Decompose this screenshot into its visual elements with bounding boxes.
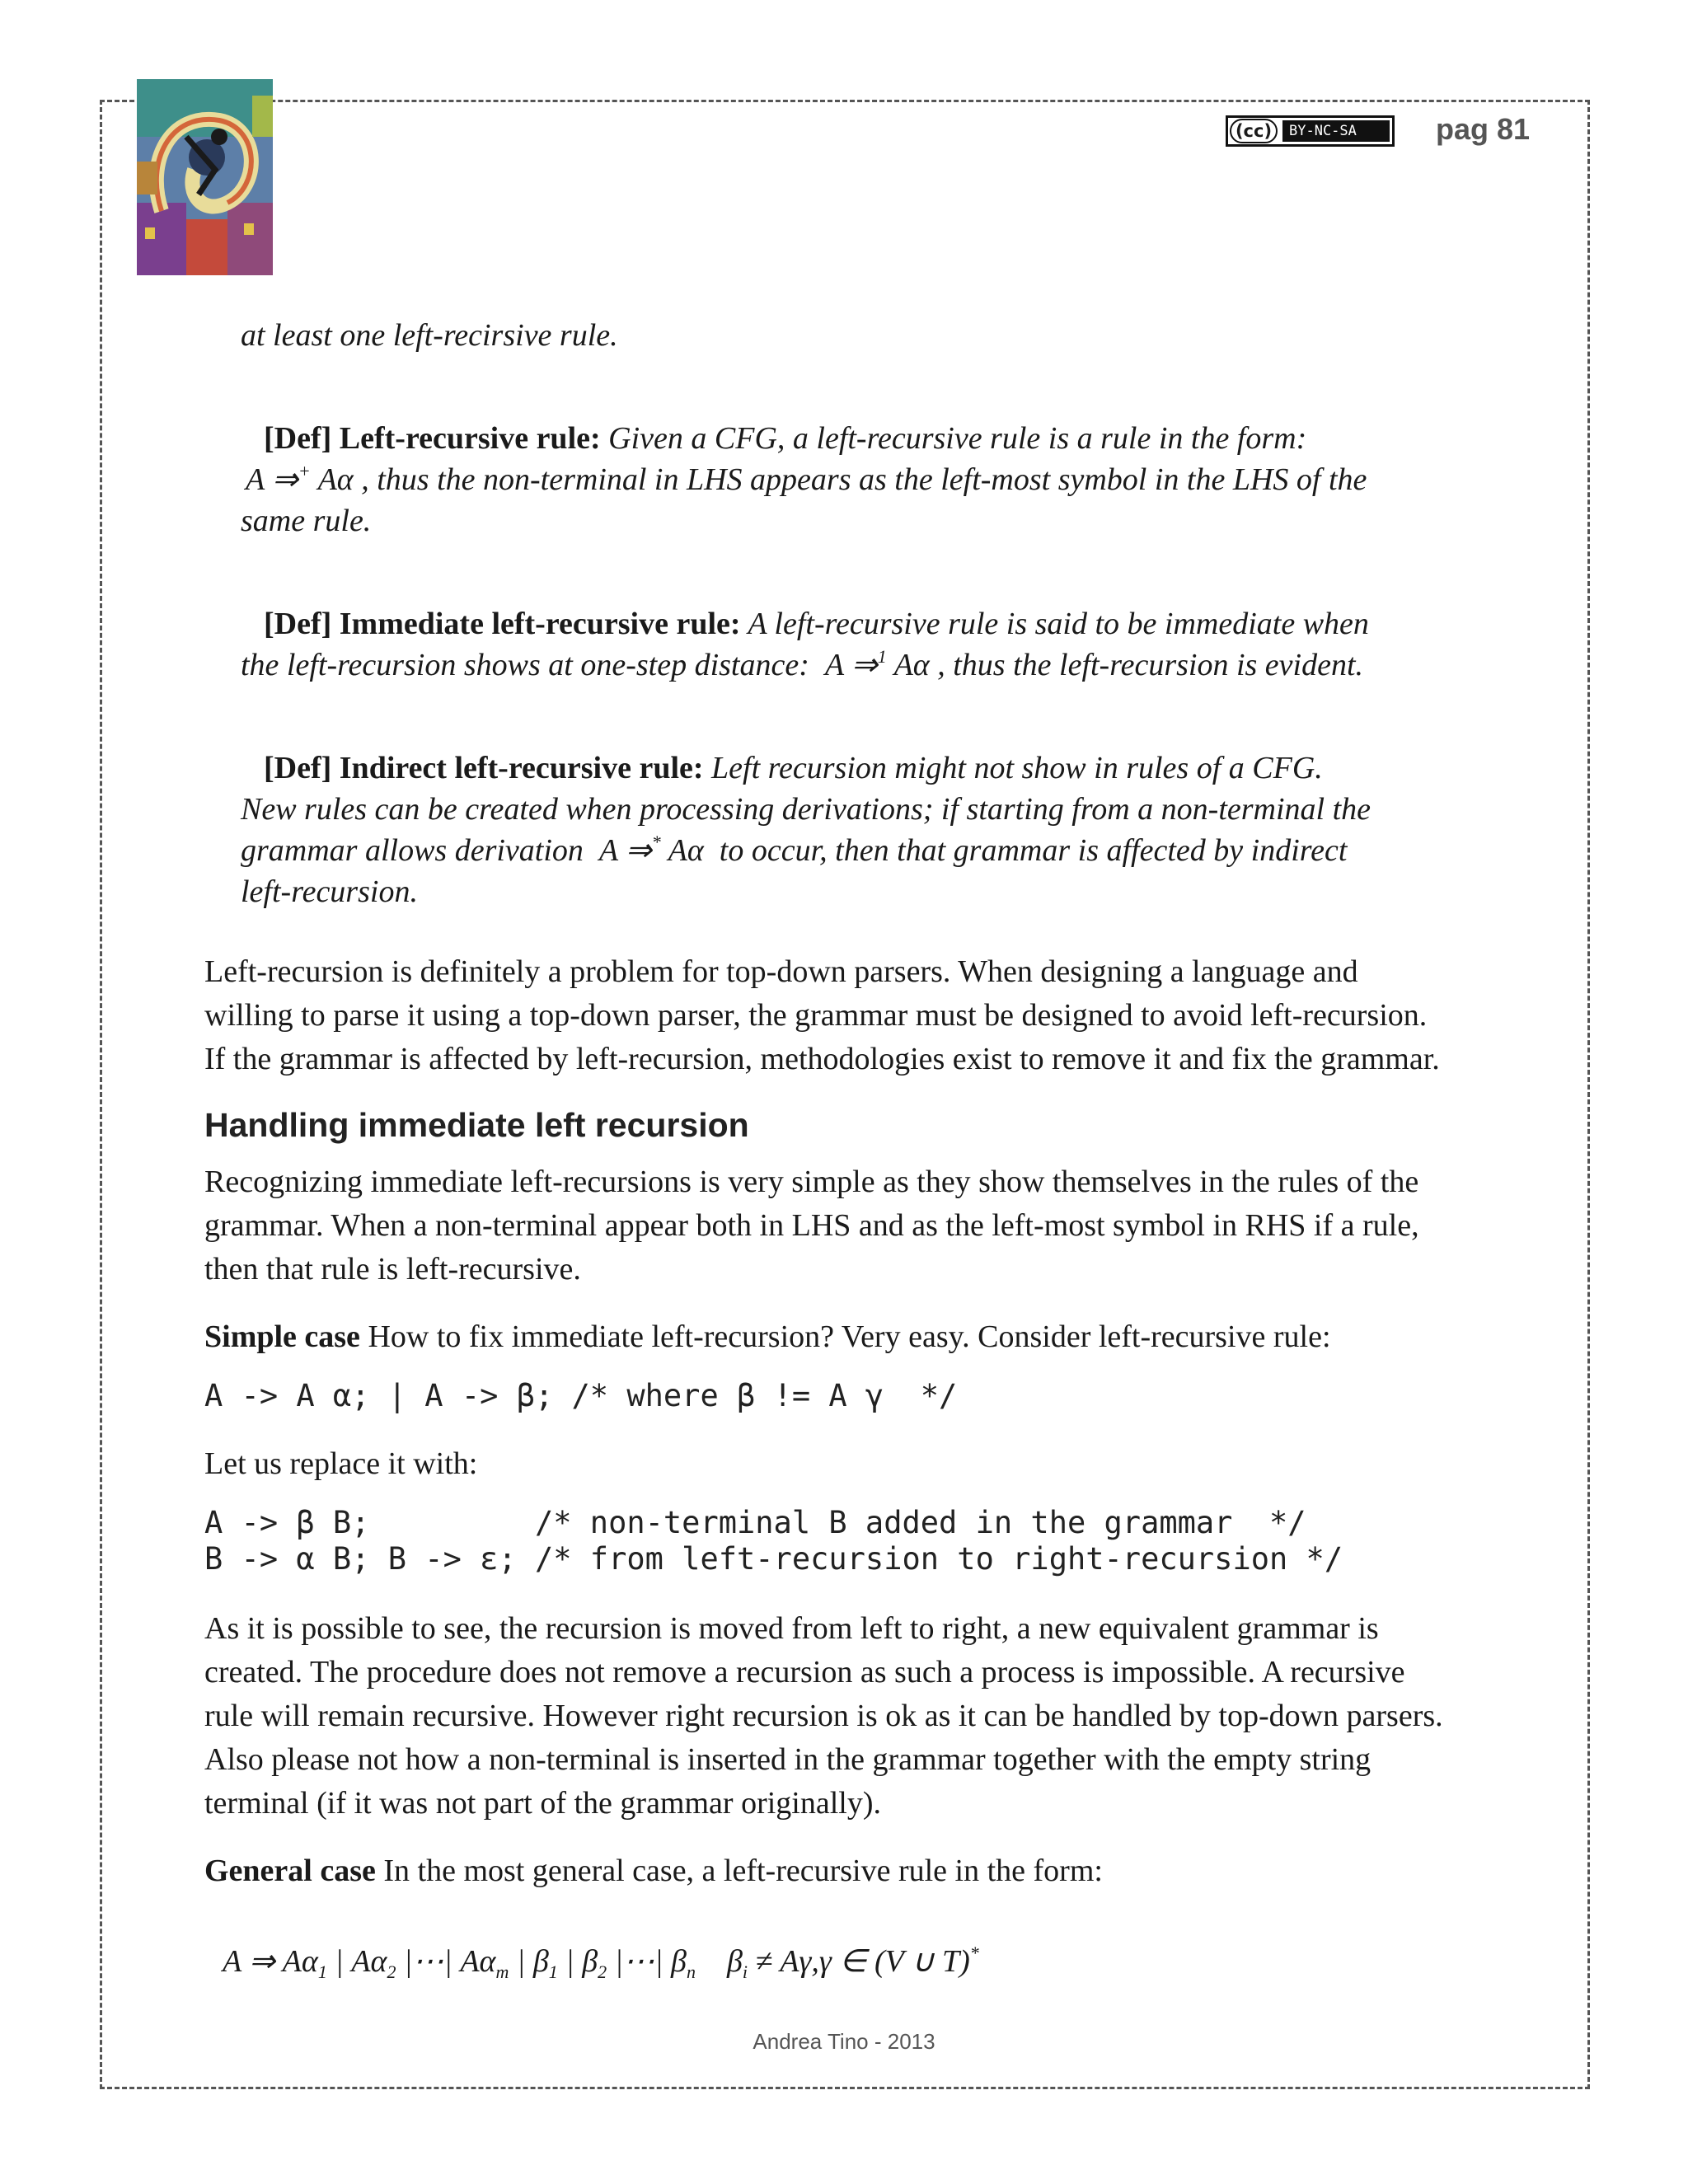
simple-case-label: Simple case (204, 1319, 360, 1354)
def-indirect-line-5: left-recursion. (241, 874, 418, 909)
code-replacement-line-2: B -> α B; B -> ε; /* from left-recursion to right-recursion */ (204, 1541, 1343, 1577)
general-case-formula (223, 1943, 979, 1980)
formula-part: A ⇒ Aα (223, 1944, 318, 1979)
def-left-recursive-text-1: Given a CFG, a left-recursive rule is a rule in the form: (608, 421, 1307, 456)
def-immediate-line-2 (241, 644, 1363, 686)
def-indirect-line-3 (241, 830, 1347, 871)
def-immediate-math-sup: 1 (877, 646, 887, 667)
def-immediate-line-1 (264, 603, 1369, 644)
code-replacement-line-1: A -> β B; /* non-terminal B added in the grammar */ (204, 1505, 1306, 1540)
def-immediate-text-3: , thus the left-recursion is evident. (937, 648, 1364, 682)
formula-part: ≠ Aγ,γ ∈ (V ∪ T) (748, 1944, 970, 1979)
paragraph-line: grammar. When a non-terminal appear both in LHS and as the left-most symbol in RHS if a rule, (204, 1208, 1419, 1243)
cc-license-badge (1226, 115, 1395, 147)
def-indirect-math-sup: * (651, 832, 661, 852)
formula-part: | β (509, 1944, 549, 1979)
paragraph-line: If the grammar is affected by left-recursion, methodologies exist to remove it and fix the grammar. (204, 1042, 1440, 1076)
cover-artwork (137, 79, 273, 275)
paragraph-line: Left-recursion is definitely a problem for top-down parsers. When designing a language and (204, 954, 1358, 989)
def-immediate-text-2: the left-recursion shows at one-step distance: (241, 648, 809, 682)
def-indirect-text-4: to occur, then that grammar is affected by indirect (719, 833, 1348, 868)
formula-sub: 2 (387, 1961, 396, 1982)
def-left-recursive-line-2 (246, 459, 1367, 500)
simple-case-text: How to fix immediate left-recursion? Very easy. Consider left-recursive rule: (359, 1319, 1331, 1354)
cc-logo-icon: (cc) (1230, 119, 1278, 143)
formula-sub: 1 (317, 1961, 327, 1982)
def-immediate-text-1: A left-recursive rule is said to be immediate when (748, 607, 1369, 641)
paragraph-line: Recognizing immediate left-recursions is very simple as they show themselves in the rules of the (204, 1165, 1419, 1199)
def-indirect-line-1 (264, 748, 1323, 789)
def-left-recursive-line-1 (264, 418, 1306, 459)
formula-sub: m (495, 1961, 509, 1982)
general-case-text: In the most general case, a left-recursive rule in the form: (375, 1854, 1103, 1888)
def-indirect-math-lhs: A ⇒ (598, 833, 652, 868)
paragraph-line: terminal (if it was not part of the grammar originally). (204, 1786, 881, 1821)
def-left-recursive-text-2: , thus the non-terminal in LHS appears as the left-most symbol in the LHS of the (361, 462, 1367, 497)
def-indirect-line-2: New rules can be created when processing derivations; if starting from a non-terminal the (241, 792, 1372, 827)
simple-case-paragraph (204, 1316, 1331, 1357)
page-number: pag 81 (1436, 112, 1531, 146)
formula-sup: * (969, 1943, 979, 1963)
footer-author: Andrea Tino - 2013 (753, 2029, 935, 2054)
def-immediate-math-lhs: A ⇒ (824, 648, 878, 682)
formula-sub: 2 (598, 1961, 607, 1982)
def-indirect-text-3: grammar allows derivation (241, 833, 584, 868)
paragraph-line: created. The procedure does not remove a recursion as such a process is impossible. A recursive (204, 1655, 1405, 1690)
paragraph-line: willing to parse it using a top-down parser, the grammar must be designed to avoid left-recursion. (204, 998, 1428, 1033)
def-immediate-term: [Def] Immediate left-recursive rule: (264, 607, 741, 641)
section-heading: Handling immediate left recursion (204, 1106, 749, 1144)
paragraph-line: As it is possible to see, the recursion is moved from left to right, a new equivalent grammar is (204, 1611, 1379, 1646)
def-indirect-text-1: Left recursion might not show in rules of a CFG. (711, 751, 1323, 785)
formula-sub: i (742, 1961, 748, 1982)
formula-part: | Aα (326, 1944, 387, 1979)
formula-part: |⋯| β (607, 1944, 687, 1979)
def-left-recursive-math-lhs: A ⇒ (246, 462, 298, 497)
formula-part: | β (557, 1944, 598, 1979)
def-left-recursive-term: [Def] Left-recursive rule: (264, 421, 601, 456)
paragraph-line: then that rule is left-recursive. (204, 1252, 581, 1286)
def-left-recursive-math-sup: + (298, 461, 311, 481)
formula-part: |⋯| Aα (396, 1944, 496, 1979)
def-left-recursive-math-rhs: Aα (317, 462, 354, 497)
def-left-recursive-line-3: same rule. (241, 504, 372, 538)
paragraph-line: Also please not how a non-terminal is inserted in the grammar together with the empty string (204, 1742, 1372, 1777)
cc-license-terms: BY-NC-SA (1282, 120, 1390, 142)
formula-part: β (726, 1944, 743, 1979)
def-indirect-term: [Def] Indirect left-recursive rule: (264, 751, 704, 785)
code-left-recursive-rule: A -> A α; | A -> β; /* where β != A γ */ (204, 1378, 958, 1413)
paragraph-line: rule will remain recursive. However right recursion is ok as it can be handled by top-down parsers. (204, 1699, 1443, 1733)
intro-line: at least one left-recirsive rule. (241, 318, 618, 353)
def-indirect-math-rhs: Aα (668, 833, 704, 868)
general-case-label: General case (204, 1854, 376, 1888)
formula-sub: n (686, 1961, 696, 1982)
cover-artwork-image (137, 79, 273, 275)
formula-sub: 1 (548, 1961, 558, 1982)
replace-text: Let us replace it with: (204, 1446, 478, 1481)
def-immediate-math-rhs: Aα (893, 648, 930, 682)
general-case-paragraph (204, 1850, 1103, 1891)
